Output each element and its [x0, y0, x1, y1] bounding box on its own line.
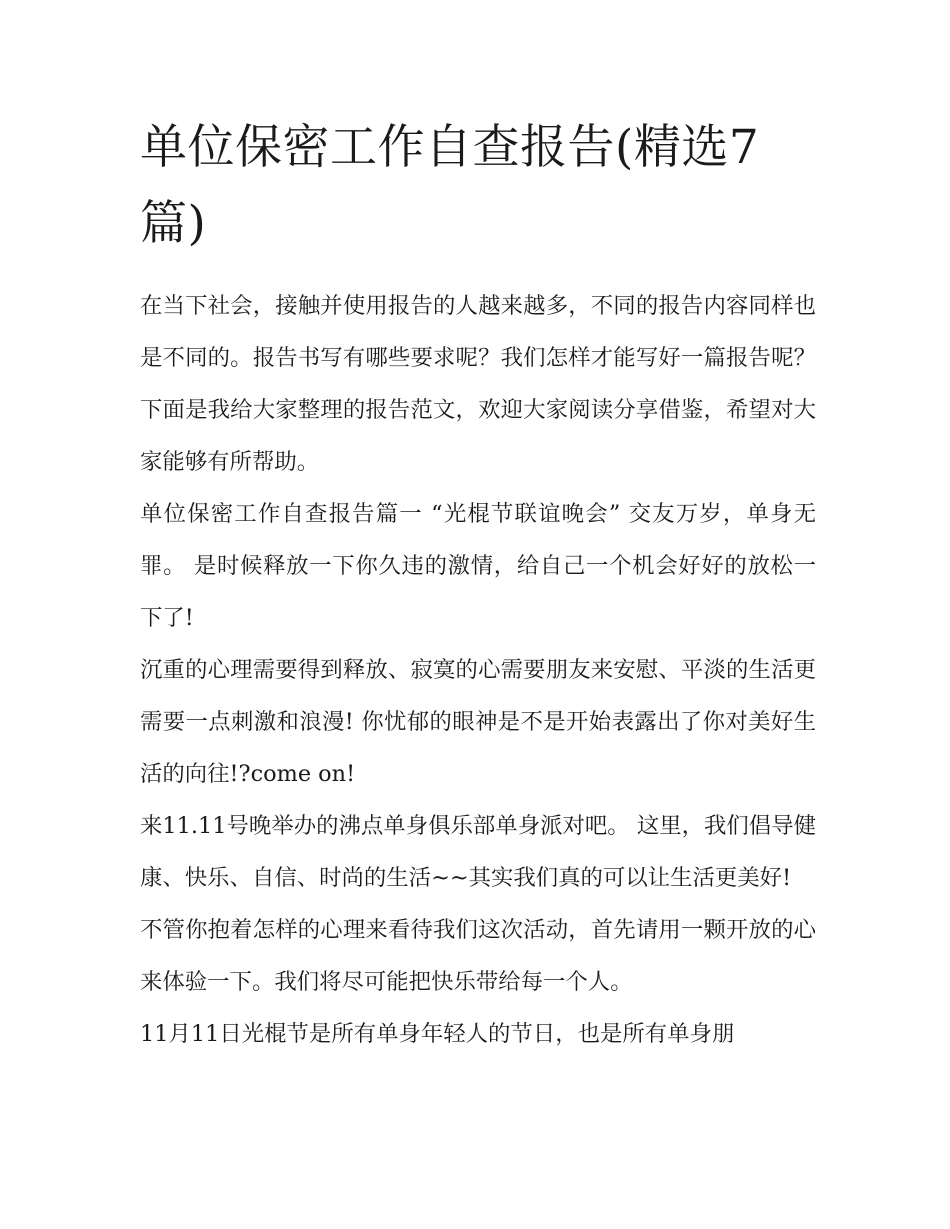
paragraph-singles-day: 11月11日光棍节是所有单身年轻人的节日，也是所有单身朋	[140, 1021, 735, 1047]
paragraph-section-one: 单位保密工作自查报告篇一 “光棍节联谊晚会” 交友万岁，单身无罪。 是时候释放一下你久违的激情，给自己一个机会好好的放松一下了!	[140, 501, 816, 631]
document-title: 单位保密工作自查报告(精选7篇)	[140, 120, 760, 251]
document-page	[140, 110, 816, 1060]
paragraph-mood: 沉重的心理需要得到释放、寂寞的心需要朋友来安慰、平淡的生活更需要一点刺激和浪漫! 你忧郁的眼神是不是开始表露出了你对美好生活的向往!?come on!	[140, 657, 816, 787]
paragraph-intro: 在当下社会，接触并使用报告的人越来越多，不同的报告内容同样也是不同的。报告书写有哪些要求呢？我们怎样才能写好一篇报告呢？下面是我给大家整理的报告范文，欢迎大家阅读分享借鉴，希望对大家能够有所帮助。	[140, 293, 816, 475]
paragraph-invitation: 来11.11号晚举办的沸点单身俱乐部单身派对吧。 这里，我们倡导健康、快乐、自信、时尚的生活~~其实我们真的可以让生活更美好!	[140, 813, 816, 891]
paragraph-open-heart: 不管你抱着怎样的心理来看待我们这次活动，首先请用一颗开放的心来体验一下。我们将尽可能把快乐带给每一个人。	[140, 917, 816, 995]
